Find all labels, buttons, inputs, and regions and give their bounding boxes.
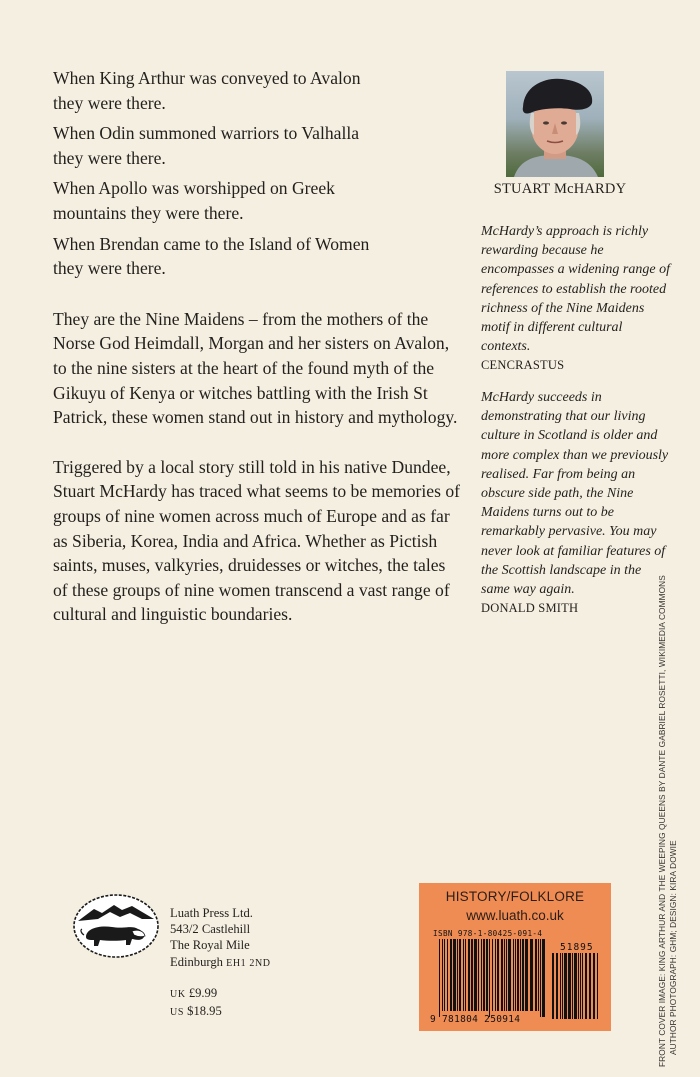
barcode-bar [525,939,528,1011]
review-text: McHardy’s approach is richly rewarding because he encompasses a widening range of references to establish the rooted richness of the Nine Maidens motif in different cultural contexts. [481,224,670,355]
luath-press-logo [72,893,160,959]
price-us [170,1003,222,1021]
barcode-bar [465,939,466,1011]
publisher-address [170,905,271,972]
author-portrait-illustration [506,71,604,177]
barcode-bar [457,939,458,1011]
credit-line: AUTHOR PHOTOGRAPH: GHM; DESIGN: KIRA DOWIE [668,840,678,1055]
barcode-bar [522,939,524,1011]
prices [170,985,222,1021]
barcode-bar [463,939,464,1011]
price-value: $18.95 [187,1004,222,1019]
verse [53,66,463,115]
barcode-bar [442,939,443,1011]
review-source: CENCRASTUS [481,358,565,373]
review-quote [481,222,671,376]
barcode-bar [562,953,563,1019]
verse-line: mountains they were there. [53,202,244,223]
verse-line: When Brendan came to the Island of Women [53,233,370,254]
barcode-bar [489,939,490,1017]
barcode-bar [468,939,470,1011]
verse-line: When King Arthur was conveyed to Avalon [53,68,361,88]
barcode-icon [419,883,611,1031]
barcode-bar [474,939,477,1011]
barcode-bar [506,939,507,1011]
barcode-bar [556,953,558,1019]
barcode-bar [450,939,452,1011]
address-city-line [170,954,271,972]
barcode-bar [597,953,598,1019]
author-photo [506,71,604,177]
barcode-bar [508,939,511,1011]
barcode-bar [574,953,577,1019]
barcode-bar [492,939,493,1011]
postcode: EH1 2ND [226,957,271,969]
price-uk [170,985,222,1003]
barcode-bar [552,953,554,1019]
dog-mountain-emblem-icon [72,893,160,959]
barcode-bar [540,939,541,1017]
address-line: The Royal Mile [170,938,250,953]
author-name: STUART McHARDY [493,181,627,197]
barcode-bar [478,939,479,1011]
barcode-bar [453,939,456,1011]
barcode-bar [568,953,571,1019]
review-text: McHardy succeeds in demonstrating that our living culture in Scotland is older and more complex than we previously realised. Far from being an obscure side path, the Nine Maidens turns out to be remarkably pervasive. You may never look at familiar features of the Scottish landscape in the same way again. [481,390,669,598]
barcode-bar [504,939,505,1011]
barcode-bar [486,939,488,1011]
barcode-bar [530,939,533,1011]
address-line: 543/2 Castlehill [170,922,251,937]
review-quote [481,388,671,618]
publisher-website: www.luath.co.uk [466,908,564,923]
barcode-bar [593,953,595,1019]
price-region: US [170,1007,184,1019]
isbn-text: ISBN 978-1-80425-091-4 [433,929,543,938]
barcode-bar [585,953,587,1019]
barcode-bar [572,953,573,1019]
verse-line: they were there. [53,258,166,279]
barcode-bar [444,939,445,1011]
verse-line: they were there. [53,147,166,168]
barcode-bar [481,939,482,1011]
barcode-bar [535,939,537,1011]
barcode-bar [501,939,503,1011]
verse [53,232,463,281]
barcode-bar [538,939,539,1011]
verse [53,121,463,170]
barcode-bar [542,939,545,1017]
barcode-bar [483,939,485,1011]
verse-line: they were there. [53,92,166,113]
barcode-bar [513,939,514,1011]
verse-block [53,66,463,281]
city: Edinburgh [170,954,223,969]
publisher-name: Luath Press Ltd. [170,906,253,920]
barcode-bar [560,953,561,1019]
blurb-paragraph: Triggered by a local story still told in his native Dundee, Stuart McHardy has traced what seems to be memories of groups of nine women across much of Europe and as far as Siberia, Korea, India and Africa. Whether as Pictish saints, muses, valkyries, druidesses or witches, the tales of these groups of nine women transcend a vast range of cultural and linguistic boundaries. [53,456,460,625]
barcode-bar [582,953,583,1019]
credit-line: FRONT COVER IMAGE: KING ARTHUR AND THE WEEPING QUEENS BY DANTE GABRIEL ROSETTI, WIKIMEDIA COMMONS [657,575,667,1067]
price-region: UK [170,989,186,1000]
blurb-paragraph: They are the Nine Maidens – from the mothers of the Norse God Heimdall, Morgan and her sisters on Avalon, to the nine sisters at the heart of the found myth of the Gikuyu of Kenya or witches battling with the Irish St Patrick, these women stand out in history and mythology. [53,308,458,428]
barcode-bar [589,953,591,1019]
addon-number: 51895 [560,942,594,953]
barcode-bar [578,953,579,1019]
barcode-bar [459,939,461,1011]
price-value: £9.99 [188,986,218,1000]
addon-barcode [552,953,598,1019]
barcode-bar [447,939,448,1011]
barcode-bar [495,939,496,1011]
genre-label: HISTORY/FOLKLORE [445,889,585,904]
review-source: DONALD SMITH [481,601,579,616]
barcode-bar [564,953,567,1019]
barcode-bar [439,939,440,1017]
barcode-bar [520,939,521,1011]
verse [53,176,463,225]
blurb [53,66,463,627]
ean-number: 9 781804 250914 [430,1014,521,1025]
barcode-bar [471,939,473,1011]
barcode-bar [517,939,519,1011]
verse-line: When Odin summoned warriors to Valhalla [53,123,360,144]
cover-credits [657,575,679,1067]
barcode-box [419,883,611,1031]
ean-barcode [439,939,545,1017]
barcode-bar [497,939,499,1011]
verse-line: When Apollo was worshipped on Greek [53,178,335,199]
barcode-bar [580,953,581,1019]
barcode-bar [515,939,516,1011]
